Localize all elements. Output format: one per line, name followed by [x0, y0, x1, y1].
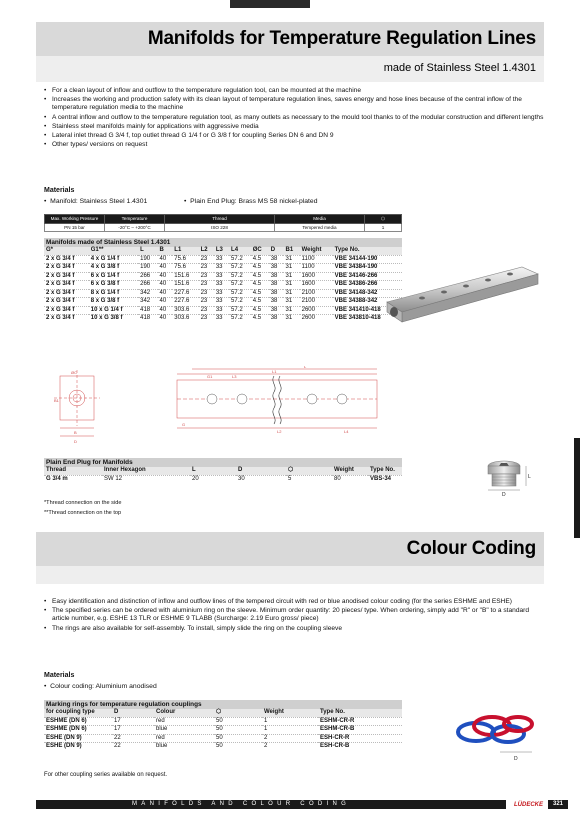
manifolds-cell: 57.2	[229, 298, 251, 307]
manifolds-cell: 31	[283, 281, 299, 290]
manifolds-cell: 151.6	[172, 272, 198, 281]
label-g1: G1	[207, 374, 213, 379]
pack-icon: ⬡	[286, 467, 332, 475]
manifolds-cell: 57.2	[229, 264, 251, 273]
colour-subband	[36, 566, 544, 584]
manifolds-cell: 4.5	[251, 298, 269, 307]
manifolds-cell: 31	[283, 264, 299, 273]
manifolds-cell: 31	[283, 272, 299, 281]
manifolds-cell: 2 x G 3/4 f	[44, 306, 89, 315]
manifolds-cell: 23	[199, 306, 214, 315]
manifolds-header: Weight	[300, 247, 333, 255]
manifolds-cell: 2 x G 3/4 f	[44, 281, 89, 290]
plug-header: Inner Hexagon	[102, 467, 190, 475]
manifolds-header: D	[269, 247, 284, 255]
plug-header: Weight	[332, 467, 368, 475]
spec-table	[44, 214, 402, 232]
material-plug: • Plain End Plug: Brass MS 58 nickel-plated	[184, 198, 318, 205]
manifolds-cell: 38	[269, 264, 284, 273]
manifolds-cell: VBE 34384-190	[333, 264, 402, 273]
manifolds-cell: 1100	[300, 255, 333, 264]
manifolds-cell: 38	[269, 315, 284, 323]
plug-photo	[474, 458, 540, 498]
plug-label-d: D	[502, 492, 506, 498]
rings-cell: 22	[112, 734, 154, 743]
rings-header: Colour	[154, 709, 214, 717]
rings-cell: blue	[154, 726, 214, 735]
spec-cell: 1	[365, 223, 402, 232]
manifolds-cell: 2600	[300, 306, 333, 315]
manifolds-cell: 23	[199, 255, 214, 264]
manifolds-cell: VBE 34146-266	[333, 272, 402, 281]
manifolds-cell: 2100	[300, 298, 333, 307]
colour-band	[36, 532, 544, 566]
label-dia-c: ØC	[71, 370, 77, 375]
intro-bullet: • Lateral inlet thread G 3/4 f, top outlet thread G 1/4 f or G 3/8 f for coupling Series DN 6 and DN 9	[44, 132, 544, 140]
manifolds-table	[44, 247, 402, 323]
label-l4: L4	[344, 429, 349, 434]
colour-title: Colour Coding	[406, 538, 536, 559]
manifolds-row	[44, 281, 402, 290]
manifolds-cell: VBE 34144-190	[333, 255, 402, 264]
manifolds-cell: 2 x G 3/4 f	[44, 255, 89, 264]
intro-bullet: • Increases the working and production safety with its clean layout of temperature regulation lines, saves energy and hose lines because of the central inflow of the temperature regulation media to the machine	[44, 96, 544, 112]
rings-row	[44, 726, 402, 735]
manifolds-cell: 33	[214, 315, 229, 323]
plug-header: Thread	[44, 467, 102, 475]
manifolds-cell: 4.5	[251, 264, 269, 273]
rings-cell: 50	[214, 717, 262, 726]
manifolds-row	[44, 298, 402, 307]
manifolds-cell: 23	[199, 298, 214, 307]
manifolds-cell: 2600	[300, 315, 333, 323]
subtitle-band	[36, 56, 544, 82]
manifolds-row	[44, 289, 402, 298]
manifolds-cell: 33	[214, 289, 229, 298]
manifolds-header: L4	[229, 247, 251, 255]
rings-cell: red	[154, 734, 214, 743]
manifolds-cell: 23	[199, 281, 214, 290]
manifolds-cell: 418	[138, 315, 157, 323]
colour-bullet: • The rings are also available for self-assembly. To install, simply slide the ring on the coupling sleeve	[44, 625, 544, 633]
manifolds-cell: 40	[158, 289, 173, 298]
manifolds-cell: 23	[199, 289, 214, 298]
rings-cell: 50	[214, 726, 262, 735]
manifolds-cell: 33	[214, 281, 229, 290]
manifolds-cell: 57.2	[229, 306, 251, 315]
manifolds-cell: 342	[138, 298, 157, 307]
plug-table-title: Plain End Plug for Manifolds	[44, 458, 402, 467]
top-tab	[230, 0, 310, 8]
manifolds-cell: 23	[199, 272, 214, 281]
manifold-photo	[382, 262, 542, 332]
manifolds-cell: VBE 34386-266	[333, 281, 402, 290]
rings-cell: 50	[214, 734, 262, 743]
rings-row	[44, 743, 402, 751]
plug-cell: 80	[332, 475, 368, 483]
rings-body	[44, 717, 402, 751]
manifolds-cell: 1600	[300, 272, 333, 281]
manifolds-cell: 266	[138, 272, 157, 281]
rings-cell: 1	[262, 726, 318, 735]
manifolds-cell: 4.5	[251, 272, 269, 281]
manifolds-header-row	[44, 247, 402, 255]
manifolds-header: Type No.	[333, 247, 402, 255]
footer-bar	[36, 800, 506, 809]
rings-cell: ESHM-CR-R	[318, 717, 402, 726]
rings-cell: 17	[112, 726, 154, 735]
manifolds-cell: 6 x G 1/4 f	[89, 272, 138, 281]
manifolds-cell: 4.5	[251, 281, 269, 290]
manifolds-cell: 57.2	[229, 255, 251, 264]
rings-row	[44, 717, 402, 726]
manifolds-cell: 40	[158, 255, 173, 264]
manifolds-cell: 31	[283, 306, 299, 315]
rings-cell: 17	[112, 717, 154, 726]
rings-cell: 2	[262, 743, 318, 751]
rings-cell: ESHE (DN 9)	[44, 734, 112, 743]
manifolds-cell: 227.6	[172, 289, 198, 298]
plug-row	[44, 475, 402, 483]
plug-cell: SW 12	[102, 475, 190, 483]
rings-cell: 1	[262, 717, 318, 726]
manifolds-cell: 31	[283, 289, 299, 298]
label-l: L	[304, 366, 307, 369]
label-l2: L2	[277, 429, 282, 434]
manifolds-body	[44, 255, 402, 323]
intro-bullet: • For a clean layout of inflow and outflow to the temperature regulation tool, can be mounted at the machine	[44, 87, 544, 95]
manifolds-header: L3	[214, 247, 229, 255]
manifolds-cell: 4.5	[251, 255, 269, 264]
rings-cell: ESHM-CR-B	[318, 726, 402, 735]
pack-icon: ⬡	[214, 709, 262, 717]
availability-note: For other coupling series available on request.	[44, 772, 168, 778]
material-manifold: • Manifold: Stainless Steel 1.4301	[44, 198, 148, 205]
manifolds-cell: 40	[158, 306, 173, 315]
page-title: Manifolds for Temperature Regulation Lines	[147, 28, 536, 49]
intro-bullet: • Stainless steel manifolds mainly for applications with aggressive media	[44, 123, 544, 131]
manifolds-cell: 2 x G 3/4 f	[44, 272, 89, 281]
footnote: *Thread connection on the side	[44, 500, 122, 506]
manifolds-cell: 190	[138, 255, 157, 264]
manifolds-cell: 4.5	[251, 306, 269, 315]
manifolds-header: G1**	[89, 247, 138, 255]
page-subtitle: made of Stainless Steel 1.4301	[383, 62, 536, 74]
label-b: B	[74, 430, 77, 435]
manifolds-cell: VBE 341410-418	[333, 306, 402, 315]
manifolds-cell: 31	[283, 315, 299, 323]
rings-header: Weight	[262, 709, 318, 717]
plug-cell: 20	[190, 475, 236, 483]
footnote: **Thread connection on the top	[44, 510, 122, 516]
rings-header: Type No.	[318, 709, 402, 717]
manifolds-cell: 190	[138, 264, 157, 273]
manifolds-cell: 2 x G 3/4 f	[44, 264, 89, 273]
manifolds-cell: 40	[158, 264, 173, 273]
manifolds-cell: 57.2	[229, 272, 251, 281]
plug-cell: 30	[236, 475, 286, 483]
rings-photo	[454, 706, 540, 768]
spec-cell: Tempered media	[275, 223, 365, 232]
plug-header: D	[236, 467, 286, 475]
manifolds-cell: 8 x G 3/8 f	[89, 298, 138, 307]
manifolds-cell: 1100	[300, 264, 333, 273]
rings-row	[44, 734, 402, 743]
manifolds-header: G*	[44, 247, 89, 255]
manifolds-cell: 4 x G 1/4 f	[89, 255, 138, 264]
rings-cell: ESHE (DN 9)	[44, 743, 112, 751]
manifolds-cell: VBE 34388-342	[333, 298, 402, 307]
manifolds-row	[44, 272, 402, 281]
manifolds-cell: VBE 34148-342	[333, 289, 402, 298]
label-d: D	[74, 439, 77, 444]
manifolds-cell: 2100	[300, 289, 333, 298]
manifolds-header: B1	[283, 247, 299, 255]
footer-section-label: MANIFOLDS AND COLOUR CODING	[132, 801, 351, 807]
ring-label-d: D	[514, 756, 518, 762]
manifolds-cell: 38	[269, 272, 284, 281]
manifolds-cell: 57.2	[229, 289, 251, 298]
manifolds-cell: 1600	[300, 281, 333, 290]
rings-cell: ESHME (DN 6)	[44, 726, 112, 735]
manifolds-cell: 10 x G 3/8 f	[89, 315, 138, 323]
spec-cell: ISO 228	[165, 223, 275, 232]
rings-header: D	[112, 709, 154, 717]
manifolds-cell: 23	[199, 315, 214, 323]
manifolds-row	[44, 306, 402, 315]
plug-cell: VBS-34	[368, 475, 402, 483]
manifolds-cell: 40	[158, 281, 173, 290]
manifolds-cell: 227.6	[172, 298, 198, 307]
manifolds-cell: 75.6	[172, 255, 198, 264]
rings-table-title: Marking rings for temperature regulation couplings	[44, 700, 402, 709]
manifolds-cell: 40	[158, 272, 173, 281]
label-g: G	[182, 422, 186, 427]
manifolds-table-title: Manifolds made of Stainless Steel 1.4301	[44, 238, 402, 247]
plug-header: Type No.	[368, 467, 402, 475]
manifolds-cell: 23	[199, 264, 214, 273]
rings-cell: ESH-CR-R	[318, 734, 402, 743]
spec-cell: -20°C – +200°C	[105, 223, 165, 232]
manifolds-cell: 303.6	[172, 315, 198, 323]
colour-bullet-list	[44, 598, 544, 634]
manifolds-cell: 266	[138, 281, 157, 290]
intro-bullet: • Other types/ versions on request	[44, 141, 544, 149]
rings-cell: ESHME (DN 6)	[44, 717, 112, 726]
manifolds-cell: VBE 343810-418	[333, 315, 402, 323]
manifolds-cell: 6 x G 3/8 f	[89, 281, 138, 290]
manifolds-cell: 10 x G 1/4 f	[89, 306, 138, 315]
plug-table	[44, 467, 402, 483]
manifolds-header: L	[138, 247, 157, 255]
manifolds-row	[44, 315, 402, 323]
rings-cell: red	[154, 717, 214, 726]
spec-header: Temperature	[105, 215, 165, 224]
manifolds-cell: 4 x G 3/8 f	[89, 264, 138, 273]
plug-cell: G 3/4 m	[44, 475, 102, 483]
pack-icon: ⬡	[365, 215, 402, 224]
manifolds-cell: 2 x G 3/4 f	[44, 315, 89, 323]
manifolds-cell: 8 x G 1/4 f	[89, 289, 138, 298]
page-number: 321	[548, 800, 568, 809]
manifolds-cell: 38	[269, 289, 284, 298]
manifolds-header: ØC	[251, 247, 269, 255]
manifold-drawing	[52, 366, 382, 448]
manifolds-cell: 342	[138, 289, 157, 298]
colour-material-item: • Colour coding: Aluminium anodised	[44, 683, 157, 690]
plug-header: L	[190, 467, 236, 475]
colour-bullet: • The specified series can be ordered with aluminium ring on the sleeve. Minimum order quantity: 20 pieces/ type. When ordering, simply add "R" or "B" to a standard article number, e.g. ESHE 13 TLR or ESHME 9 TLABB (Surcharge: 2.19 Euro gross/ piece)	[44, 607, 544, 623]
manifolds-cell: 38	[269, 306, 284, 315]
manifolds-cell: 303.6	[172, 306, 198, 315]
manifolds-cell: 40	[158, 298, 173, 307]
materials-heading: Materials	[44, 187, 75, 194]
plug-cell: 5	[286, 475, 332, 483]
manifolds-cell: 33	[214, 264, 229, 273]
manifolds-cell: 4.5	[251, 315, 269, 323]
rings-cell: blue	[154, 743, 214, 751]
manifolds-header: L1	[172, 247, 198, 255]
manifolds-cell: 33	[214, 255, 229, 264]
intro-bullet: • A central inflow and outflow to the temperature regulation tool, as many outlets as necessary to the mould tool thanks to of the modular construction and different lengths	[44, 114, 544, 122]
side-tab	[574, 438, 580, 538]
manifolds-cell: 40	[158, 315, 173, 323]
manifolds-row	[44, 255, 402, 264]
rings-cell: 50	[214, 743, 262, 751]
spec-header: Media	[275, 215, 365, 224]
spec-header: Thread	[165, 215, 275, 224]
spec-header: Max. Working Pressure	[45, 215, 105, 224]
plug-label-l: L	[528, 474, 531, 480]
intro-bullet-list	[44, 87, 544, 151]
manifolds-cell: 2 x G 3/4 f	[44, 289, 89, 298]
manifolds-cell: 418	[138, 306, 157, 315]
rings-cell: 2	[262, 734, 318, 743]
label-l3: L3	[232, 374, 237, 379]
spec-cell: PN 15 bar	[45, 223, 105, 232]
manifolds-cell: 38	[269, 281, 284, 290]
rings-cell: ESH-CR-B	[318, 743, 402, 751]
manifolds-cell: 33	[214, 306, 229, 315]
manifolds-cell: 31	[283, 255, 299, 264]
rings-cell: 22	[112, 743, 154, 751]
rings-table	[44, 709, 402, 751]
label-l1: L1	[272, 369, 277, 374]
manifolds-header: L2	[199, 247, 214, 255]
title-band	[36, 22, 544, 56]
colour-bullet: • Easy identification and distinction of inflow and outflow lines of the tempered circuit with red or blue anodised colour coding (for the series ESHME and ESHE)	[44, 598, 544, 606]
manifolds-cell: 57.2	[229, 281, 251, 290]
colour-materials-heading: Materials	[44, 672, 75, 679]
brand-logo: LÜDECKE	[514, 802, 544, 808]
manifolds-row	[44, 264, 402, 273]
manifolds-cell: 57.2	[229, 315, 251, 323]
manifolds-cell: 151.6	[172, 281, 198, 290]
manifolds-cell: 2 x G 3/4 f	[44, 298, 89, 307]
manifolds-header: B	[158, 247, 173, 255]
manifolds-cell: 75.6	[172, 264, 198, 273]
manifolds-cell: 38	[269, 298, 284, 307]
manifolds-cell: 31	[283, 298, 299, 307]
rings-header: for coupling type	[44, 709, 112, 717]
manifolds-cell: 33	[214, 298, 229, 307]
manifolds-cell: 4.5	[251, 289, 269, 298]
manifolds-cell: 38	[269, 255, 284, 264]
label-b1: B1	[54, 398, 59, 403]
manifolds-cell: 33	[214, 272, 229, 281]
